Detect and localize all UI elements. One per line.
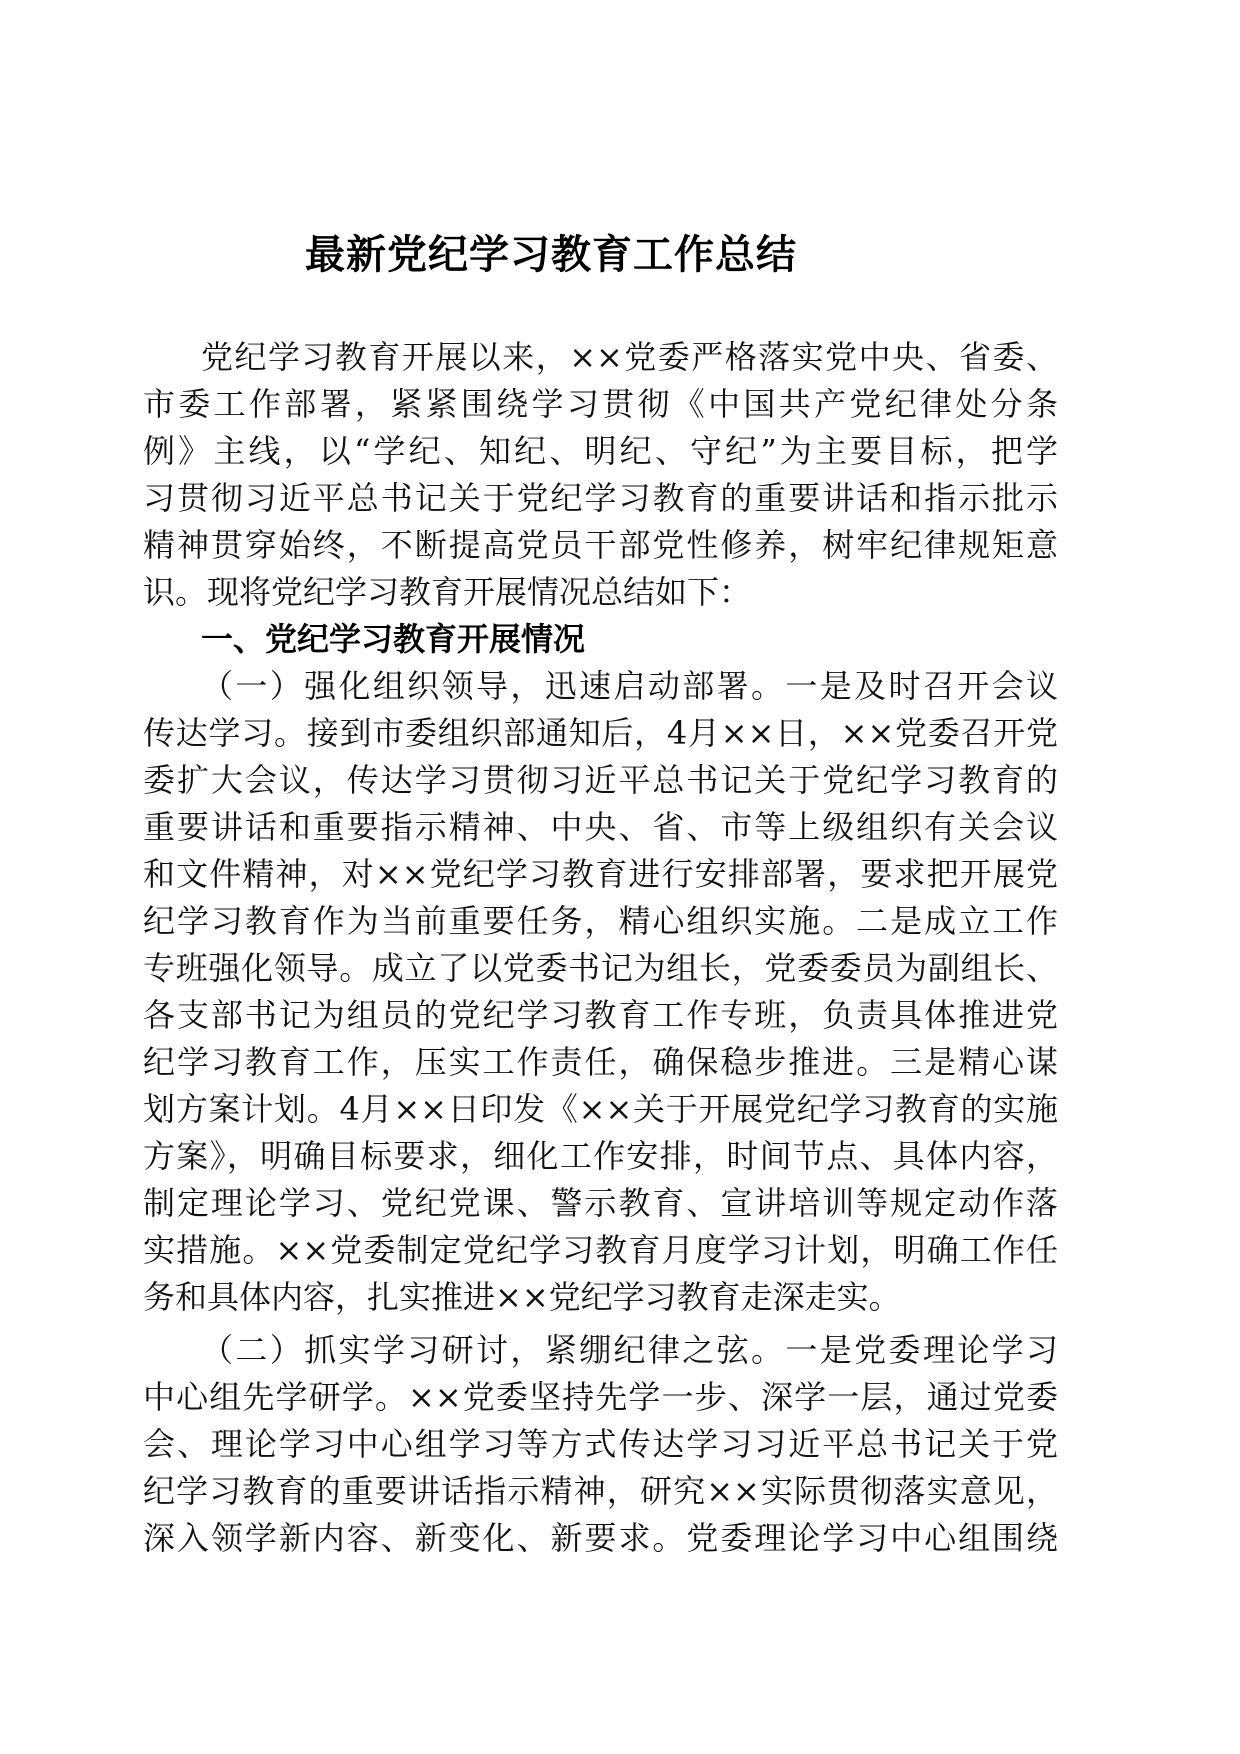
paragraph-line: 委扩大会议，传达学习贯彻习近平总书记关于党纪学习教育的	[143, 761, 1058, 799]
paragraph-line: 专班强化领导。成立了以党委书记为组长，党委委员为副组长、	[143, 949, 1058, 987]
section-heading: 一、党纪学习教育开展情况	[201, 620, 586, 658]
paragraph-line: 纪学习教育工作，压实工作责任，确保稳步推进。三是精心谋	[143, 1043, 1058, 1081]
subsection-1-paragraph	[143, 663, 1058, 1321]
paragraph-line: 党纪学习教育开展以来，××党委严格落实党中央、省委、	[201, 338, 1058, 376]
paragraph-line: 传达学习。接到市委组织部通知后，4月××日，××党委召开党	[143, 714, 1058, 752]
paragraph-line: 实措施。××党委制定党纪学习教育月度学习计划，明确工作任	[143, 1231, 1058, 1269]
document-title: 最新党纪学习教育工作总结	[305, 231, 797, 278]
paragraph-line: （二）抓实学习研讨，紧绷纪律之弦。一是党委理论学习	[201, 1331, 1058, 1369]
paragraph-line: 和文件精神，对××党纪学习教育进行安排部署，要求把开展党	[143, 855, 1058, 893]
paragraph-line: 习贯彻习近平总书记关于党纪学习教育的重要讲话和指示批示	[143, 479, 1058, 517]
paragraph-line: 市委工作部署，紧紧围绕学习贯彻《中国共产党纪律处分条	[143, 385, 1058, 423]
paragraph-line: 识。现将党纪学习教育开展情况总结如下：	[143, 573, 752, 611]
paragraph-line: 深入领学新内容、新变化、新要求。党委理论学习中心组围绕	[143, 1519, 1058, 1557]
paragraph-line: 务和具体内容，扎实推进××党纪学习教育走深走实。	[143, 1278, 901, 1316]
paragraph-line: 纪学习教育的重要讲话指示精神，研究××实际贯彻落实意见，	[143, 1472, 1058, 1510]
paragraph-line: 划方案计划。4月××日印发《××关于开展党纪学习教育的实施	[143, 1090, 1058, 1128]
paragraph-line: （一）强化组织领导，迅速启动部署。一是及时召开会议	[201, 667, 1058, 705]
document-body	[143, 334, 1058, 1562]
intro-paragraph	[143, 334, 1058, 616]
subsection-2-paragraph	[143, 1327, 1058, 1562]
paragraph-line: 会、理论学习中心组学习等方式传达学习习近平总书记关于党	[143, 1425, 1058, 1463]
paragraph-line: 中心组先学研学。××党委坚持先学一步、深学一层，通过党委	[143, 1378, 1058, 1416]
paragraph-line: 制定理论学习、党纪党课、警示教育、宣讲培训等规定动作落	[143, 1184, 1058, 1222]
paragraph-line: 精神贯穿始终，不断提高党员干部党性修养，树牢纪律规矩意	[143, 526, 1058, 564]
paragraph-line: 纪学习教育作为当前重要任务，精心组织实施。二是成立工作	[143, 902, 1058, 940]
paragraph-line: 重要讲话和重要指示精神、中央、省、市等上级组织有关会议	[143, 808, 1058, 846]
paragraph-line: 方案》，明确目标要求，细化工作安排，时间节点、具体内容，	[143, 1137, 1058, 1175]
paragraph-line: 例》主线，以“学纪、知纪、明纪、守纪”为主要目标，把学	[143, 432, 1058, 470]
paragraph-line: 各支部书记为组员的党纪学习教育工作专班，负责具体推进党	[143, 996, 1058, 1034]
